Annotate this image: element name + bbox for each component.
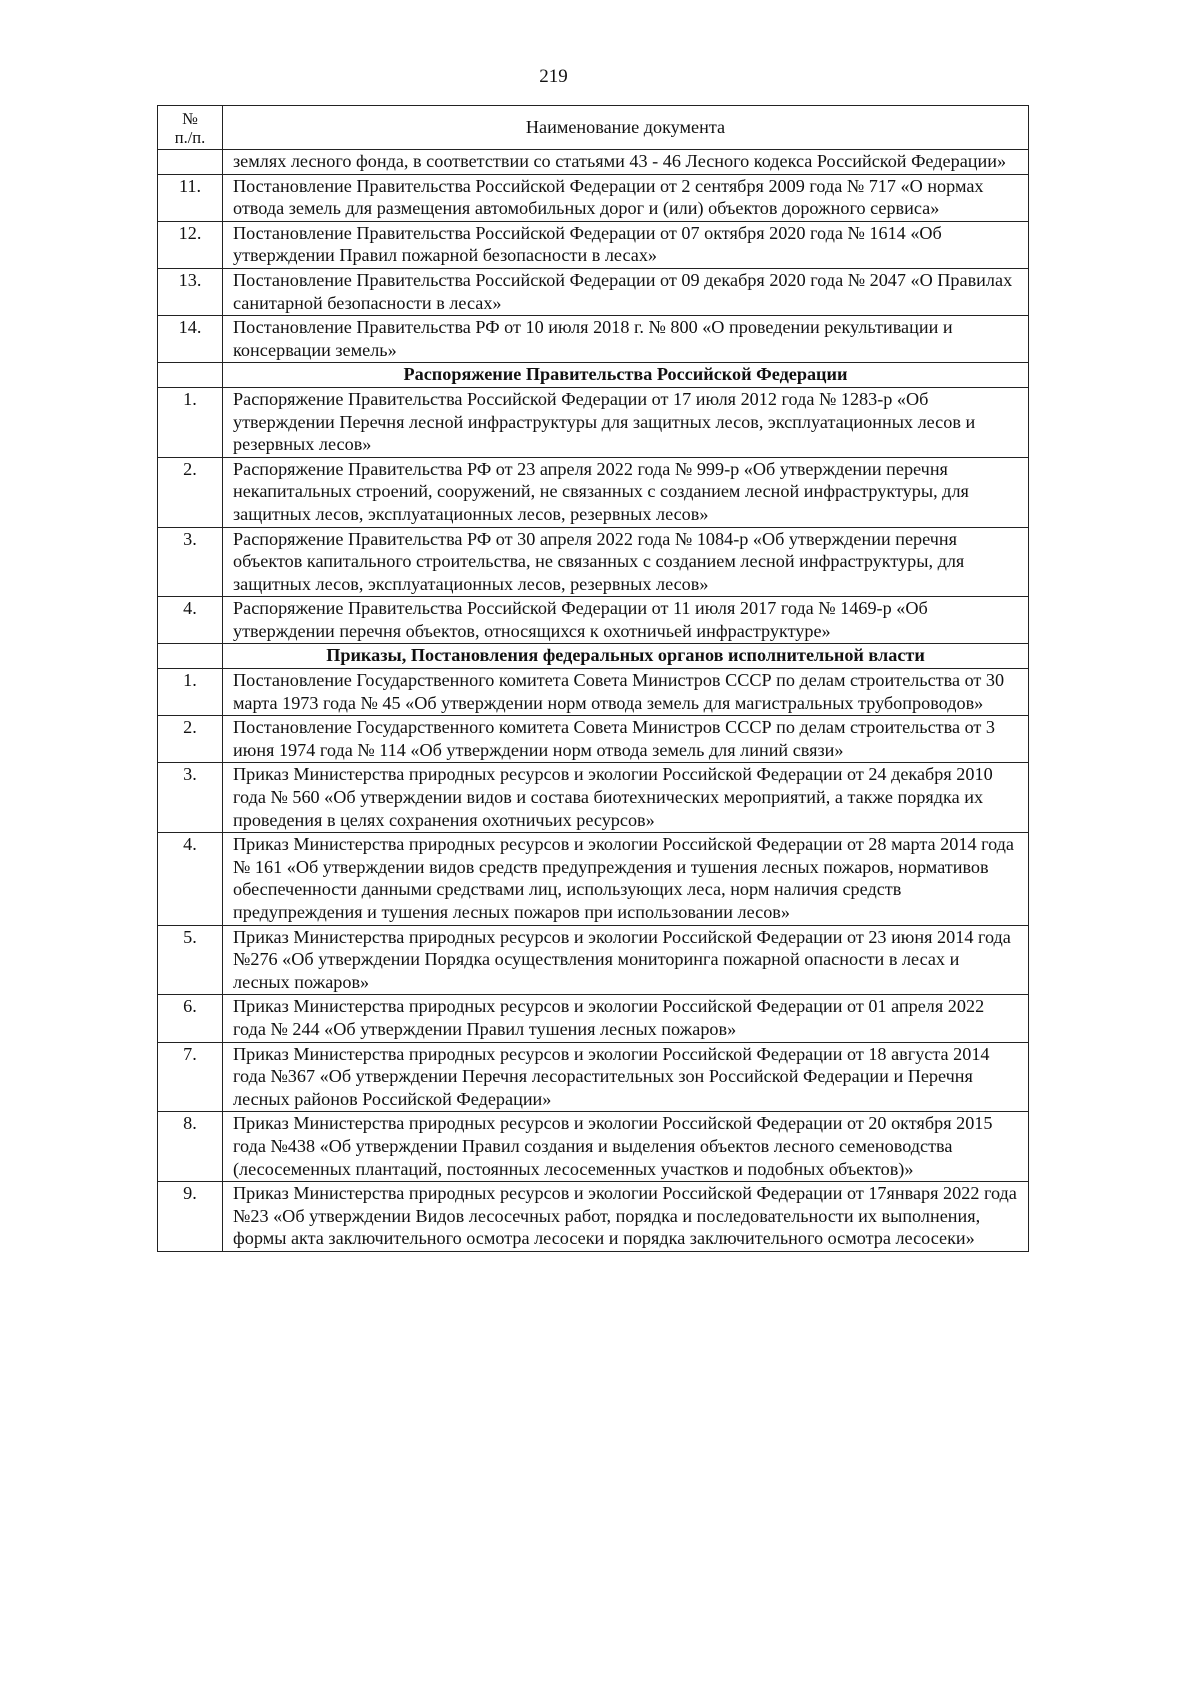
table-row [158, 150, 1029, 175]
document-title: Распоряжение Правительства Российской Федерации от 11 июля 2017 года № 1469-р «Об утверждении перечня объектов, относящихся к охотничьей инфраструктуре» [223, 597, 1029, 644]
document-title: Постановление Правительства РФ от 10 июля 2018 г. № 800 «О проведении рекультивации и консервации земель» [223, 316, 1029, 363]
section-title: Распоряжение Правительства Российской Федерации [223, 363, 1029, 388]
document-title: Постановление Правительства Российской Федерации от 07 октября 2020 года № 1614 «Об утверждении Правил пожарной безопасности в лесах» [223, 221, 1029, 268]
document-title: Постановление Государственного комитета Совета Министров СССР по делам строительства от 30 марта 1973 года № 45 «Об утверждении норм отвода земель для магистральных трубопроводов» [223, 669, 1029, 716]
table-row [158, 763, 1029, 833]
row-number: 2. [158, 716, 223, 763]
row-number: 6. [158, 995, 223, 1042]
row-number: 12. [158, 221, 223, 268]
table-row [158, 833, 1029, 925]
table-row [158, 1182, 1029, 1252]
row-number: 4. [158, 833, 223, 925]
table-row [158, 1112, 1029, 1182]
table-header-row [158, 106, 1029, 150]
table-row [158, 597, 1029, 644]
row-number: 9. [158, 1182, 223, 1252]
document-title: Постановление Правительства Российской Федерации от 2 сентября 2009 года № 717 «О нормах отвода земель для размещения автомобильных дорог и (или) объектов дорожного сервиса» [223, 174, 1029, 221]
column-header-document-name: Наименование документа [223, 106, 1029, 150]
row-number: 3. [158, 527, 223, 597]
document-title: землях лесного фонда, в соответствии со статьями 43 - 46 Лесного кодекса Российской Федерации» [223, 150, 1029, 175]
row-number: 1. [158, 669, 223, 716]
section-title: Приказы, Постановления федеральных органов исполнительной власти [223, 644, 1029, 669]
documents-table [157, 105, 1029, 1252]
document-title: Приказ Министерства природных ресурсов и экологии Российской Федерации от 20 октября 2015 года №438 «Об утверждении Правил создания и выделения объектов лесного семеноводства (лесосеменных плантаций, постоянных лесосеменных участков и подобных объектов)» [223, 1112, 1029, 1182]
table-row [158, 669, 1029, 716]
row-number: 3. [158, 763, 223, 833]
row-number: 7. [158, 1042, 223, 1112]
row-number: 11. [158, 174, 223, 221]
section-header-row [158, 644, 1029, 669]
table-row [158, 316, 1029, 363]
section-header-row [158, 363, 1029, 388]
table-row [158, 995, 1029, 1042]
document-title: Приказ Министерства природных ресурсов и экологии Российской Федерации от 17января 2022 года №23 «Об утверждении Видов лесосечных работ, порядка и последовательности их выполнения, формы акта заключительного осмотра лесосеки и порядка заключительного осмотра лесосеки» [223, 1182, 1029, 1252]
document-title: Распоряжение Правительства РФ от 23 апреля 2022 года № 999-р «Об утверждении перечня некапитальных строений, сооружений, не связанных с созданием лесной инфраструктуры, для защитных лесов, эксплуатационных лесов, резервных лесов» [223, 457, 1029, 527]
row-number [158, 363, 223, 388]
table-row [158, 221, 1029, 268]
table-row [158, 527, 1029, 597]
row-number: 1. [158, 387, 223, 457]
table-row [158, 174, 1029, 221]
document-title: Приказ Министерства природных ресурсов и экологии Российской Федерации от 23 июня 2014 года №276 «Об утверждении Порядка осуществления мониторинга пожарной опасности в лесах и лесных пожаров» [223, 925, 1029, 995]
table-row [158, 387, 1029, 457]
row-number: 4. [158, 597, 223, 644]
table-row [158, 1042, 1029, 1112]
row-number: 13. [158, 268, 223, 315]
page-number: 219 [539, 66, 568, 87]
document-title: Распоряжение Правительства Российской Федерации от 17 июля 2012 года № 1283-р «Об утверждении Перечня лесной инфраструктуры для защитных лесов, эксплуатационных лесов и резервных лесов» [223, 387, 1029, 457]
row-number: 2. [158, 457, 223, 527]
document-title: Распоряжение Правительства РФ от 30 апреля 2022 года № 1084-р «Об утверждении перечня объектов капитального строительства, не связанных с созданием лесной инфраструктуры, для защитных лесов, эксплуатационных лесов, резервных лесов» [223, 527, 1029, 597]
row-number [158, 150, 223, 175]
table-row [158, 925, 1029, 995]
row-number [158, 644, 223, 669]
table-row [158, 716, 1029, 763]
table-row [158, 268, 1029, 315]
table-body [158, 150, 1029, 1252]
document-title: Приказ Министерства природных ресурсов и экологии Российской Федерации от 01 апреля 2022 года № 244 «Об утверждении Правил тушения лесных пожаров» [223, 995, 1029, 1042]
row-number: 14. [158, 316, 223, 363]
document-title: Приказ Министерства природных ресурсов и экологии Российской Федерации от 18 августа 2014 года №367 «Об утверждении Перечня лесорастительных зон Российской Федерации и Перечня лесных районов Российской Федерации» [223, 1042, 1029, 1112]
column-header-number: № п./п. [158, 106, 223, 150]
document-title: Приказ Министерства природных ресурсов и экологии Российской Федерации от 28 марта 2014 года № 161 «Об утверждении видов средств предупреждения и тушения лесных пожаров, нормативов обеспеченности данными средствами лиц, использующих леса, норм наличия средств предупреждения и тушения лесных пожаров при использовании лесов» [223, 833, 1029, 925]
row-number: 5. [158, 925, 223, 995]
table-row [158, 457, 1029, 527]
document-title: Постановление Государственного комитета Совета Министров СССР по делам строительства от 3 июня 1974 года № 114 «Об утверждении норм отвода земель для линий связи» [223, 716, 1029, 763]
row-number: 8. [158, 1112, 223, 1182]
document-title: Постановление Правительства Российской Федерации от 09 декабря 2020 года № 2047 «О Правилах санитарной безопасности в лесах» [223, 268, 1029, 315]
document-title: Приказ Министерства природных ресурсов и экологии Российской Федерации от 24 декабря 2010 года № 560 «Об утверждении видов и состава биотехнических мероприятий, а также порядка их проведения в целях сохранения охотничьих ресурсов» [223, 763, 1029, 833]
